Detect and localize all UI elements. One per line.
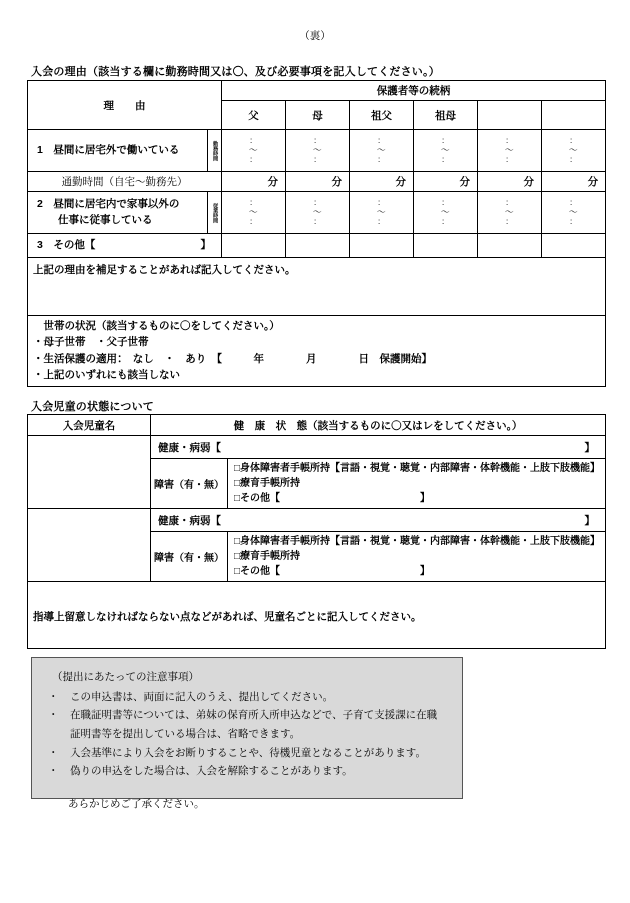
supplement-note-cell[interactable]: 上記の理由を補足することがあれば記入してください。	[28, 258, 606, 316]
reason-3-label-text: 3 その他【	[37, 238, 96, 251]
child-2-other-label: □その他【	[234, 566, 281, 577]
reason-1-time-grandfather[interactable]	[350, 130, 414, 172]
table-row-reason-3	[28, 234, 606, 258]
reason-1-vertical-label	[208, 130, 222, 172]
time-colon-bottom: ：	[569, 216, 578, 226]
child-2-disability-options	[228, 532, 606, 582]
reason-1-time-father[interactable]	[222, 130, 286, 172]
bullet-icon: ・	[48, 746, 59, 759]
reason-col-header: 理 由	[28, 81, 222, 130]
time-colon-bottom: ：	[249, 154, 258, 164]
child-1-disability-label: 障害（有・無）	[151, 459, 228, 509]
notice-item-2	[46, 706, 450, 743]
child-1-health-label: 健康・病弱【	[158, 441, 221, 454]
children-health-column-header: 健 康 状 態（該当するものに〇又はレをしてください。）	[151, 415, 606, 436]
guidance-note-cell[interactable]: 指導上留意しなければならない点などがあれば、児童名ごとに記入してください。	[28, 582, 606, 649]
reason-1-label: 1 昼間に居宅外で働いている	[28, 130, 208, 172]
reason-1-vertical-text: 勤務時間	[212, 140, 219, 161]
time-colon-bottom: ：	[505, 216, 514, 226]
time-tilde: ～	[376, 145, 387, 156]
time-tilde: ～	[440, 145, 451, 156]
child-2-health-bracket-close: 】	[584, 514, 595, 527]
table-row-child-1-health	[28, 436, 606, 459]
time-colon-top: ：	[377, 197, 386, 207]
commute-blank-2[interactable]: 分	[542, 172, 606, 192]
household-option-none[interactable]: ・上記のいずれにも該当しない	[33, 368, 180, 381]
reason-2-time-mother[interactable]	[286, 192, 350, 234]
bullet-icon: ・	[48, 690, 59, 703]
time-colon-top: ：	[569, 197, 578, 207]
table-row-reason-1	[28, 130, 606, 172]
time-colon-bottom: ：	[377, 216, 386, 226]
time-colon-bottom: ：	[313, 154, 322, 164]
time-colon-bottom: ：	[313, 216, 322, 226]
commute-grandfather[interactable]: 分	[350, 172, 414, 192]
reason-2-label-line2: 仕事に従事している	[37, 213, 153, 226]
reason-2-vertical-label	[208, 192, 222, 234]
child-1-checkbox-rehab[interactable]: □療育手帳所持	[234, 478, 301, 489]
reason-2-vertical-text: 従業時間	[212, 202, 219, 223]
child-1-checkbox-physical[interactable]: □身体障害者手帳所持【言語・視覚・聴覚・内部障害・体幹機能・上肢下肢機能】	[234, 463, 601, 474]
household-status-cell	[28, 316, 606, 387]
reason-3-blank-1[interactable]	[478, 234, 542, 258]
table-row-reason-2	[28, 192, 606, 234]
time-colon-top: ：	[249, 135, 258, 145]
child-2-other-bracket-close: 】	[420, 566, 431, 577]
time-tilde: ～	[376, 207, 387, 218]
notice-item-1	[46, 688, 450, 707]
household-option-single-parent[interactable]: ・母子世帯 ・父子世帯	[33, 336, 149, 349]
child-2-health-label: 健康・病弱【	[158, 514, 221, 527]
table-row-household-status	[28, 316, 606, 387]
relation-header-grandmother: 祖母	[414, 101, 478, 130]
reason-section-title: 入会の理由（該当する欄に勤務時間又は〇、及び必要事項を記入してください。）	[31, 66, 440, 78]
time-colon-bottom: ：	[249, 216, 258, 226]
time-tilde: ～	[504, 207, 515, 218]
child-2-checkbox-other[interactable]	[234, 564, 605, 579]
children-table	[27, 414, 606, 649]
child-2-health-row[interactable]	[151, 509, 606, 532]
time-tilde: ～	[248, 207, 259, 218]
table-row-children-header	[28, 415, 606, 436]
reason-1-time-mother[interactable]	[286, 130, 350, 172]
time-colon-top: ：	[249, 197, 258, 207]
child-1-health-row[interactable]	[151, 436, 606, 459]
table-row-guidance-note	[28, 582, 606, 649]
commute-label: 通勤時間（自宅～勤務先）	[28, 172, 222, 192]
notice-item-2-line1: 在職証明書等については、弟妹の保育所入所申込などで、子育て支援課に在職	[70, 709, 438, 722]
time-colon-top: ：	[505, 197, 514, 207]
notice-item-1-line1: この申込書は、両面に記入のうえ、提出してください。	[70, 690, 334, 703]
child-1-other-label: □その他【	[234, 493, 281, 504]
table-row-commute	[28, 172, 606, 192]
reason-table	[27, 80, 606, 387]
guardian-group-header: 保護者等の続柄	[222, 81, 606, 101]
time-colon-top: ：	[313, 197, 322, 207]
reason-2-label-line1: 2 昼間に居宅内で家事以外の	[37, 198, 180, 211]
time-tilde: ～	[568, 145, 579, 156]
relation-header-father: 父	[222, 101, 286, 130]
time-colon-bottom: ：	[505, 154, 514, 164]
reason-1-time-blank-2[interactable]	[542, 130, 606, 172]
reason-2-time-blank-1[interactable]	[478, 192, 542, 234]
notice-item-4	[46, 762, 450, 781]
child-1-other-bracket-close: 】	[420, 493, 431, 504]
time-tilde: ～	[312, 207, 323, 218]
reason-1-time-grandmother[interactable]	[414, 130, 478, 172]
child-2-checkbox-rehab[interactable]: □療育手帳所持	[234, 551, 301, 562]
time-tilde: ～	[440, 207, 451, 218]
child-1-health-bracket-close: 】	[584, 441, 595, 454]
child-2-checkbox-physical[interactable]: □身体障害者手帳所持【言語・視覚・聴覚・内部障害・体幹機能・上肢下肢機能】	[234, 536, 601, 547]
reason-3-bracket-close: 】	[200, 238, 211, 251]
notice-closing: あらかじめご了承ください。	[68, 798, 205, 811]
time-colon-top: ：	[505, 135, 514, 145]
table-row-supplement	[28, 258, 606, 316]
commute-mother[interactable]: 分	[286, 172, 350, 192]
relation-header-blank-2	[542, 101, 606, 130]
reason-3-mother[interactable]	[286, 234, 350, 258]
relation-header-grandfather: 祖父	[350, 101, 414, 130]
household-heading: 世帯の状況（該当するものに〇をしてください。）	[33, 320, 280, 332]
reason-3-grandmother[interactable]	[414, 234, 478, 258]
notice-item-4-line1: 偽りの申込をした場合は、入会を解除することがあります。	[70, 765, 353, 778]
time-tilde: ～	[568, 207, 579, 218]
time-colon-top: ：	[569, 135, 578, 145]
relation-header-mother: 母	[286, 101, 350, 130]
relation-header-blank-1	[478, 101, 542, 130]
notice-item-3	[46, 744, 450, 763]
child-1-name-input[interactable]	[28, 436, 151, 509]
child-1-checkbox-other[interactable]	[234, 491, 605, 506]
children-section-title: 入会児童の状態について	[31, 401, 154, 413]
time-colon-top: ：	[313, 135, 322, 145]
bullet-icon: ・	[48, 765, 59, 778]
notice-list	[46, 688, 450, 781]
table-row-relation-group	[28, 81, 606, 101]
children-name-column-header: 入会児童名	[28, 415, 151, 436]
reason-3-blank-2[interactable]	[542, 234, 606, 258]
time-colon-bottom: ：	[441, 154, 450, 164]
child-2-name-input[interactable]	[28, 509, 151, 582]
table-row-child-2-health	[28, 509, 606, 532]
time-tilde: ～	[504, 145, 515, 156]
reason-3-grandfather[interactable]	[350, 234, 414, 258]
notice-item-2-line2: 証明書等を提出している場合は、省略できます。	[70, 728, 301, 741]
reason-2-label	[28, 192, 208, 234]
bullet-icon: ・	[48, 709, 59, 722]
reason-2-time-grandfather[interactable]	[350, 192, 414, 234]
reason-2-time-grandmother[interactable]	[414, 192, 478, 234]
time-tilde: ～	[248, 145, 259, 156]
child-1-disability-options	[228, 459, 606, 509]
time-colon-bottom: ：	[377, 154, 386, 164]
household-option-welfare[interactable]: ・生活保護の適用： なし ・ あり 【 年 月 日 保護開始】	[33, 352, 432, 365]
time-colon-top: ：	[441, 135, 450, 145]
notice-box	[31, 657, 463, 811]
notice-title: （提出にあたっての注意事項）	[52, 671, 199, 683]
reason-2-time-father[interactable]	[222, 192, 286, 234]
reason-1-time-blank-1[interactable]	[478, 130, 542, 172]
time-colon-bottom: ：	[441, 216, 450, 226]
time-colon-top: ：	[441, 197, 450, 207]
notice-item-3-line1: 入会基準により入会をお断りすることや、待機児童となることがあります。	[70, 746, 426, 759]
commute-grandmother[interactable]: 分	[414, 172, 478, 192]
commute-blank-1[interactable]: 分	[478, 172, 542, 192]
time-tilde: ～	[312, 145, 323, 156]
reason-3-father[interactable]	[222, 234, 286, 258]
page-side-mark: （裏）	[299, 30, 331, 42]
reason-2-time-blank-2[interactable]	[542, 192, 606, 234]
commute-father[interactable]: 分	[222, 172, 286, 192]
time-colon-top: ：	[377, 135, 386, 145]
child-2-disability-label: 障害（有・無）	[151, 532, 228, 582]
time-colon-bottom: ：	[569, 154, 578, 164]
reason-3-label[interactable]	[28, 234, 222, 258]
